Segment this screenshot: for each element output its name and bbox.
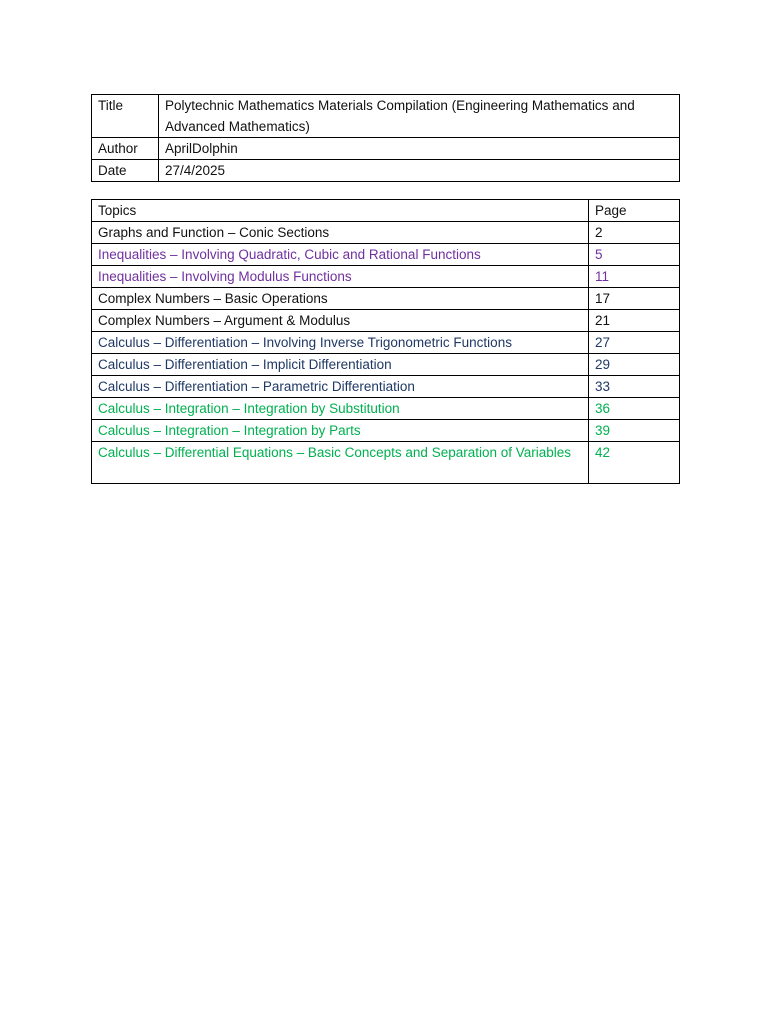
page-cell: 11 xyxy=(589,266,680,288)
page-cell: 27 xyxy=(589,332,680,354)
table-row xyxy=(92,398,680,420)
page-cell: 39 xyxy=(589,420,680,442)
topics-column-header: Topics xyxy=(92,200,589,222)
table-row xyxy=(92,332,680,354)
toc-header-row xyxy=(92,200,680,222)
topic-cell: Complex Numbers – Argument & Modulus xyxy=(92,310,589,332)
author-row xyxy=(92,138,680,160)
table-of-contents xyxy=(91,199,680,484)
page-cell: 2 xyxy=(589,222,680,244)
topic-cell: Complex Numbers – Basic Operations xyxy=(92,288,589,310)
table-row xyxy=(92,354,680,376)
table-row xyxy=(92,288,680,310)
topic-cell: Graphs and Function – Conic Sections xyxy=(92,222,589,244)
date-value: 27/4/2025 xyxy=(159,160,680,182)
table-row xyxy=(92,266,680,288)
table-row xyxy=(92,442,680,484)
table-row xyxy=(92,420,680,442)
date-label: Date xyxy=(92,160,159,182)
page-column-header: Page xyxy=(589,200,680,222)
title-label: Title xyxy=(92,95,159,138)
topic-cell: Calculus – Differentiation – Implicit Differentiation xyxy=(92,354,589,376)
author-value: AprilDolphin xyxy=(159,138,680,160)
table-row xyxy=(92,310,680,332)
page-cell: 17 xyxy=(589,288,680,310)
page-cell: 5 xyxy=(589,244,680,266)
topic-cell: Calculus – Integration – Integration by Parts xyxy=(92,420,589,442)
title-row xyxy=(92,95,680,138)
topic-cell: Calculus – Differentiation – Involving Inverse Trigonometric Functions xyxy=(92,332,589,354)
page-cell: 36 xyxy=(589,398,680,420)
title-value: Polytechnic Mathematics Materials Compilation (Engineering Mathematics and Advanced Mathematics) xyxy=(159,95,680,138)
page-cell: 42 xyxy=(589,442,680,484)
page-cell: 21 xyxy=(589,310,680,332)
author-label: Author xyxy=(92,138,159,160)
topic-cell: Calculus – Differential Equations – Basic Concepts and Separation of Variables xyxy=(92,442,589,484)
page-cell: 33 xyxy=(589,376,680,398)
document-info-table xyxy=(91,94,680,182)
topic-cell: Inequalities – Involving Quadratic, Cubic and Rational Functions xyxy=(92,244,589,266)
table-row xyxy=(92,244,680,266)
page-cell: 29 xyxy=(589,354,680,376)
topic-cell: Calculus – Differentiation – Parametric Differentiation xyxy=(92,376,589,398)
topic-cell: Calculus – Integration – Integration by Substitution xyxy=(92,398,589,420)
date-row xyxy=(92,160,680,182)
table-row xyxy=(92,376,680,398)
topic-cell: Inequalities – Involving Modulus Functions xyxy=(92,266,589,288)
table-row xyxy=(92,222,680,244)
